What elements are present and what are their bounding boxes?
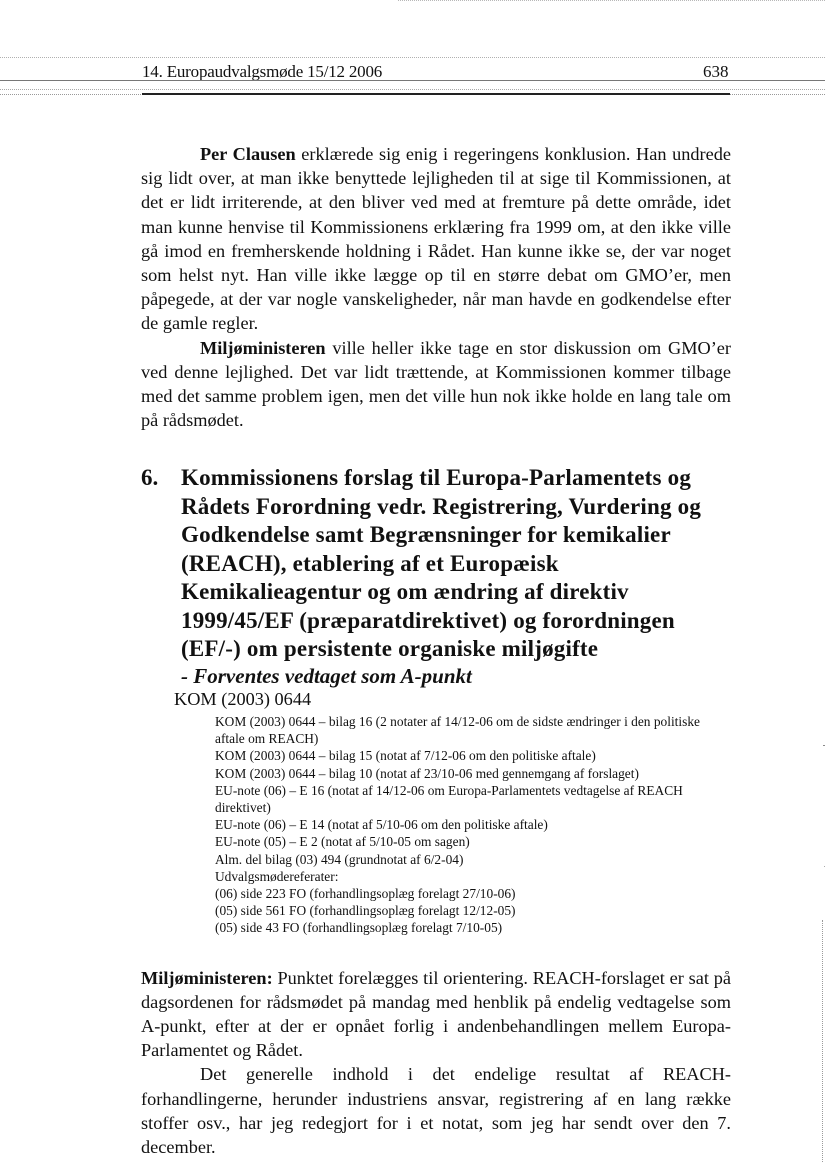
scan-artifact-edge — [822, 920, 823, 1162]
paragraph-text: Det generelle indhold i det endelige resultat af REACH-forhandlingerne, herunder industriens ansvar, registrering af en lang række stoffer osv., har jeg redegjort for i et notat, som jeg har sendt over den 7. december. — [141, 1064, 731, 1157]
document-reference: (05) side 43 FO (forhandlingsoplæg forelagt 7/10-05) — [215, 920, 503, 936]
header-rule — [142, 93, 730, 95]
agenda-item-number: 6. — [141, 465, 159, 491]
agenda-item-subtitle: - Forventes vedtaget som A-punkt — [181, 663, 472, 688]
header-title: 14. Europaudvalgsmøde 15/12 2006 — [142, 62, 383, 81]
paragraph-reach-content — [141, 1062, 731, 1159]
paragraph-text: erklærede sig enig i regeringens konklusion. Han undrede sig lidt over, at man ikke benyttede lejligheden til at sige til Kommissionen, at det er lidt irriterende, at den bliver ved med at fremture på dette område, idet man kunne henvise til Kommissionens erklæring fra 1999 om, at den ikke ville gå imod en fremherskende holdning i Rådet. Han kunne ikke se, der var noget som helst nyt. Han ville ikke lægge op til en større debat om GMO’er, men påpegede, at der var nogle vanskeligheder, når man havde en godkendelse efter de gamle regler. — [141, 144, 731, 334]
paragraph-miljoeministeren — [141, 336, 731, 433]
document-reference: Alm. del bilag (03) 494 (grundnotat af 6/2-04) — [215, 851, 464, 867]
scan-artifact-top — [398, 0, 825, 2]
speaker-name: Per Clausen — [200, 144, 296, 164]
document-reference: (05) side 561 FO (forhandlingsoplæg forelagt 12/12-05) — [215, 903, 516, 919]
paragraph-minister-statement — [141, 966, 731, 1063]
header-underline — [0, 80, 825, 81]
paragraph-text: ville heller ikke tage en stor diskussion om GMO’er ved denne lejlighed. Det var lidt trættende, at Kommissionen kommer tilbage med det samme problem igen, men det ville hun nok ikke holde en lang tale om på rådsmødet. — [141, 337, 731, 431]
agenda-item-reference: KOM (2003) 0644 — [174, 688, 312, 709]
agenda-item-title: Kommissionens forslag til Europa-Parlamentets og Rådets Forordning vedr. Registrering, Vurdering og Godkendelse samt Begrænsninger for kemikalier (REACH), etablering af et Europæisk Kemikalieagentur og om ændring af direktiv 1999/45/EF (præparatdirektivet) og forordningen (EF/-) om persistente organiske miljøgifte — [181, 465, 702, 662]
document-reference: EU-note (06) – E 14 (notat af 5/10-06 om den politiske aftale) — [215, 817, 548, 833]
speaker-name: Miljøministeren: — [141, 967, 273, 988]
document-reference: KOM (2003) 0644 – bilag 16 (2 notater af 14/12-06 om de sidste ændringer i den politiske aftale om REACH) — [215, 713, 700, 747]
paragraph-per-clausen — [141, 142, 731, 336]
document-reference-heading: Udvalgsmødereferater: — [215, 868, 339, 884]
agenda-item-6 — [141, 464, 731, 936]
document-references — [215, 713, 720, 937]
page-number: 638 — [703, 62, 729, 81]
document-reference: EU-note (05) – E 2 (notat af 5/10-05 om sagen) — [215, 834, 470, 850]
page-content — [141, 142, 731, 1159]
document-reference: (06) side 223 FO (forhandlingsoplæg forelagt 27/10-06) — [215, 885, 516, 901]
document-reference: KOM (2003) 0644 – bilag 10 (notat af 23/10-06 med gennemgang af forslaget) — [215, 765, 639, 781]
document-reference: EU-note (06) – E 16 (notat af 14/12-06 om Europa-Parlamentets vedtagelse af REACH direktivet) — [215, 782, 683, 815]
document-reference: KOM (2003) 0644 – bilag 15 (notat af 7/12-06 om den politiske aftale) — [215, 748, 596, 764]
header-rule-dotted — [0, 89, 825, 90]
header-dotted-line — [0, 57, 825, 58]
paragraph-text: Punktet forelægges til orientering. REACH-forslaget er sat på dagsordenen for rådsmødet på mandag med henblik på endelig vedtagelse som A-punkt, efter at der er opnået forlig i andenbehandlingen mellem Europa-Parlamentet og Rådet. — [141, 967, 731, 1061]
speaker-name: Miljøministeren — [200, 337, 326, 358]
